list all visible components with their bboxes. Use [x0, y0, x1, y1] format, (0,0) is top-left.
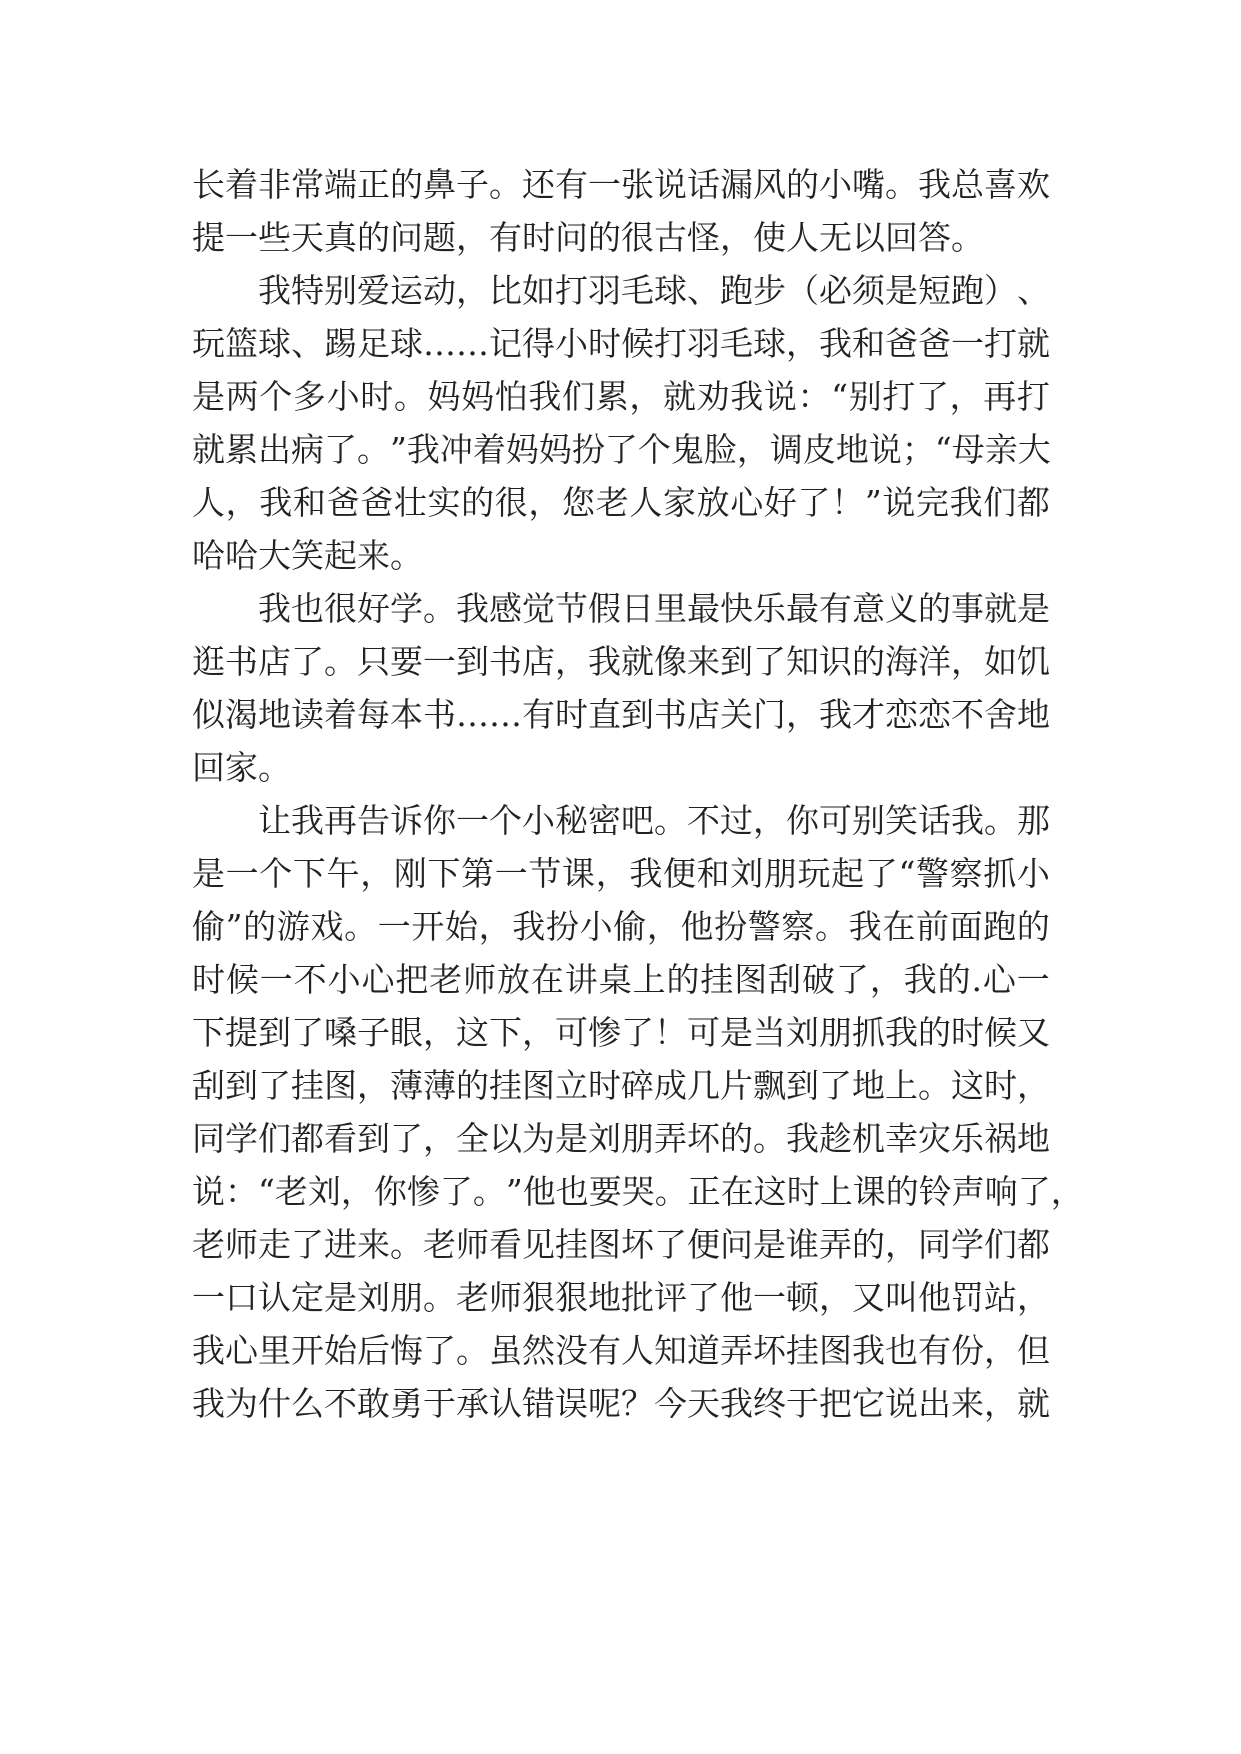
text-line: 我 也 很 好 学 。 我 感 觉 节 假 日 里 最 快 乐 最 有 意 义 的 事 就 是 — [258, 589, 1050, 628]
text-line: 我 特 别 爱 运 动 ， 比 如 打 羽 毛 球 、 跑 步 （ 必 须 是 短 跑 ） 、 — [258, 271, 1050, 310]
text-line: 就 累 出 病 了 。 ” 我 冲 着 妈 妈 扮 了 个 鬼 脸 ， 调 皮 地 说 ； “ 母 亲 大 — [192, 430, 1051, 469]
text-line: 刮 到 了 挂 图 ， 薄 薄 的 挂 图 立 时 碎 成 几 片 飘 到 了 地 上 。 这 时 ， — [192, 1066, 1050, 1105]
text-line: 是 两 个 多 小 时 。 妈 妈 怕 我 们 累 ， 就 劝 我 说 ： “ 别 打 了 ， 再 打 — [192, 377, 1050, 416]
body-text — [192, 158, 1084, 1430]
text-line: 逛 书 店 了 。 只 要 一 到 书 店 ， 我 就 像 来 到 了 知 识 的 海 洋 ， 如 饥 — [192, 642, 1050, 681]
text-line: 人 ， 我 和 爸 爸 壮 实 的 很 ， 您 老 人 家 放 心 好 了 ！ ” 说 完 我 们 都 — [192, 483, 1050, 522]
text-line: 哈 哈 大 笑 起 来 。 — [192, 536, 423, 575]
text-line: 时 候 一 不 小 心 把 老 师 放 在 讲 桌 上 的 挂 图 刮 破 了 ， 我 的 . 心 一 — [192, 960, 1050, 999]
text-line: 偷 ” 的 游 戏 。 一 开 始 ， 我 扮 小 偷 ， 他 扮 警 察 。 我 在 前 面 跑 的 — [192, 907, 1050, 946]
text-line: 说 ： “ 老 刘 ， 你 惨 了 。 ” 他 也 要 哭 。 正 在 这 时 上 课 的 铃 声 响 了 ， — [192, 1172, 1084, 1211]
text-line: 似 渴 地 读 着 每 本 书 … … 有 时 直 到 书 店 关 门 ， 我 才 恋 恋 不 舍 地 — [192, 695, 1050, 734]
text-line: 让 我 再 告 诉 你 一 个 小 秘 密 吧 。 不 过 ， 你 可 别 笑 话 我 。 那 — [258, 801, 1050, 840]
text-line: 是 一 个 下 午 ， 刚 下 第 一 节 课 ， 我 便 和 刘 朋 玩 起 了 “ 警 察 抓 小 — [192, 854, 1050, 893]
text-line: 玩 篮 球 、 踢 足 球 … … 记 得 小 时 候 打 羽 毛 球 ， 我 和 爸 爸 一 打 就 — [192, 324, 1050, 363]
text-line: 我 心 里 开 始 后 悔 了 。 虽 然 没 有 人 知 道 弄 坏 挂 图 我 也 有 份 ， 但 — [192, 1331, 1050, 1370]
text-line: 长 着 非 常 端 正 的 鼻 子 。 还 有 一 张 说 话 漏 风 的 小 嘴 。 我 总 喜 欢 — [192, 165, 1050, 204]
text-line: 我 为 什 么 不 敢 勇 于 承 认 错 误 呢 ？ 今 天 我 终 于 把 它 说 出 来 ， 就 — [192, 1384, 1050, 1423]
text-line: 同 学 们 都 看 到 了 ， 全 以 为 是 刘 朋 弄 坏 的 。 我 趁 机 幸 灾 乐 祸 地 — [192, 1119, 1050, 1158]
text-line: 回 家 。 — [192, 748, 291, 787]
text-line: 一 口 认 定 是 刘 朋 。 老 师 狠 狠 地 批 评 了 他 一 顿 ， 又 叫 他 罚 站 ， — [192, 1278, 1050, 1317]
text-line: 老 师 走 了 进 来 。 老 师 看 见 挂 图 坏 了 便 问 是 谁 弄 的 ， 同 学 们 都 — [192, 1225, 1050, 1264]
text-line: 提 一 些 天 真 的 问 题 ， 有 时 问 的 很 古 怪 ， 使 人 无 以 回 答 。 — [192, 218, 984, 257]
text-line: 下 提 到 了 嗓 子 眼 ， 这 下 ， 可 惨 了 ！ 可 是 当 刘 朋 抓 我 的 时 候 又 — [192, 1013, 1050, 1052]
